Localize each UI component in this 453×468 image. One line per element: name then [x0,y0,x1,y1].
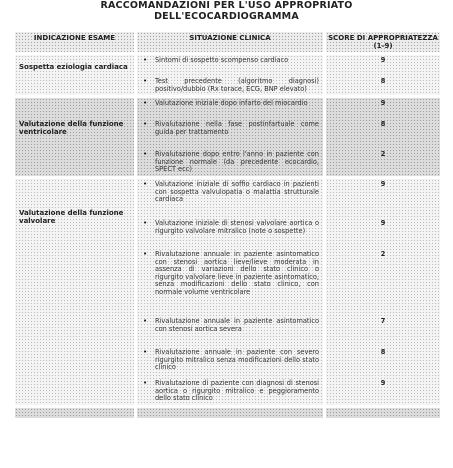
score-value: 7 [380,316,386,325]
title-line-1: RACCOMANDAZIONI PER L'USO APPROPRIATO [100,0,353,11]
list-item: • Valutazione iniziale dopo infarto del miocardio [141,100,319,117]
empty-cell [15,408,134,418]
table-row-sospetta-eziologia [15,55,440,95]
table-row-funzione-valvolare [15,179,440,405]
list-item: • Rivalutazione di paziente con diagnosi di stenosi aortica o rigurgito mitralico e peggioramento dello stato clinico [141,380,319,403]
header-score: SCORE DI APPROPRIATEZZA (1-9) [326,32,440,52]
score-cell [326,98,440,176]
situation-cell [137,98,323,176]
score-value: 9 [380,56,386,64]
list-item: • Rivalutazione annuale in paziente asintomatico con stenosi aortica lieve/lieve moderata in assenza di variazioni dello stato clinico o rigurgito valvolare lieve in paziente asintomatico, senza modificazioni dello stato clinico, con normale volume ventricolare [141,251,319,313]
empty-cell [326,408,440,418]
title-line-2: DELL'ECOCARDIOGRAMMA [154,11,299,22]
score-list [330,181,436,388]
recommendations-table [12,29,443,421]
situation-list [141,100,319,174]
score-value: 9 [380,218,386,227]
score-list [330,57,436,86]
situation-list [141,57,319,93]
list-item: • Valutazione iniziale di stenosi valvolare aortica o rigurgito valvolare mitralico (note o sospette) [141,220,319,246]
situation-list [141,181,319,403]
score-cell [326,55,440,95]
list-item: • Rivalutazione dopo entro l'anno in paziente con funzione normale (da precedente ecocardio, SPECT ecc) [141,151,319,174]
score-value: 2 [380,150,386,159]
header-situazione: SITUAZIONE CLINICA [137,32,323,52]
score-value: 9 [380,378,386,387]
list-item: • Rivalutazione nella fase postinfartuale come guida per trattamento [141,121,319,147]
situation-cell [137,55,323,95]
score-value: 9 [380,99,386,108]
score-value: 9 [380,179,386,188]
score-value: 8 [380,120,386,129]
category-cell: Sospetta eziologia cardiaca [15,55,134,95]
empty-cell [137,408,323,418]
document-title [0,0,453,22]
situation-cell [137,179,323,405]
category-cell: Valutazione della funzione valvolare [15,179,134,405]
score-value: 8 [380,347,386,356]
score-value: 8 [380,77,386,85]
list-item: • Sintomi di sospetto scompenso cardiaco [141,57,319,74]
table-row-funzione-ventricolare [15,98,440,176]
category-cell: Valutazione della funzione ventricolare [15,98,134,176]
table-header-row [15,32,440,52]
score-list [330,100,436,159]
score-cell [326,179,440,405]
score-value: 2 [380,249,386,258]
list-item: • Test precedente (algoritmo diagnosi) positivo/dubbio (Rx torace, ECG, BNP elevato) [141,78,319,93]
list-item: • Rivalutazione annuale in paziente con severo rigurgito mitralico senza modificazioni dello stato clinico [141,349,319,375]
header-indicazione: INDICAZIONE ESAME [15,32,134,52]
list-item: • Rivalutazione annuale in paziente asintomatico con stenosi aortica severa [141,318,319,344]
list-item: • Valutazione iniziale di soffio cardiaco in pazienti con sospetta valvulopatia o malattia strutturale cardiaca [141,181,319,215]
table-footer-row [15,408,440,418]
